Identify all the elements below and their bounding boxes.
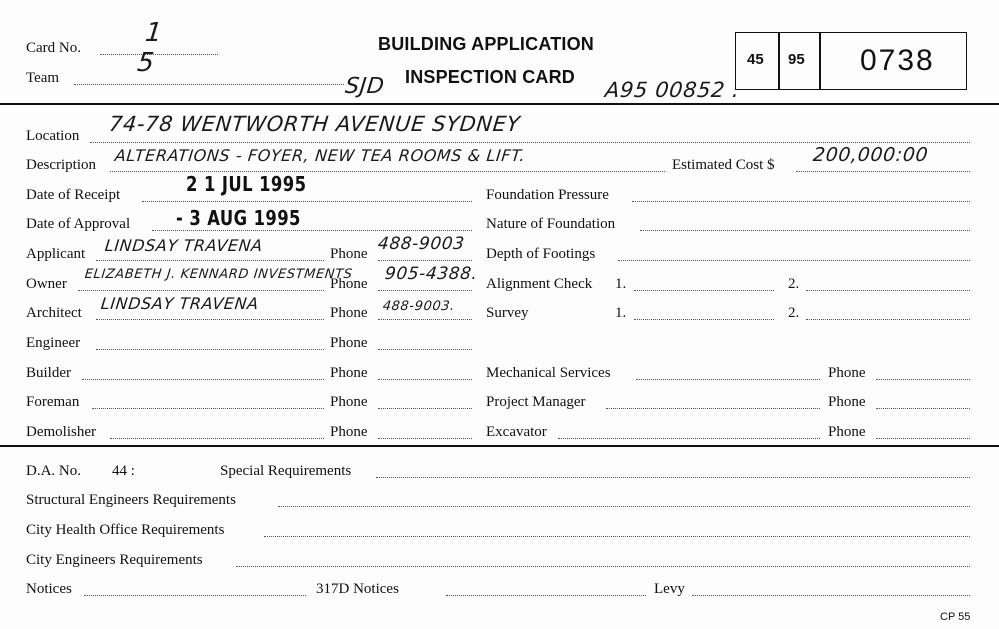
alignment-check-label: Alignment Check [486,276,593,292]
box-cell-1: 45 [747,51,764,68]
date-approval-label: Date of Approval [26,216,131,232]
project-manager-label: Project Manager [486,394,586,410]
builder-label: Builder [26,365,71,381]
city-engineers-requirements-label: City Engineers Requirements [26,552,203,568]
card-no-value: 1 [143,18,165,48]
owner-value: ELIZABETH J. KENNARD INVESTMENTS [83,267,354,282]
survey-1-dotline [634,319,774,320]
mechanical-services-dotline [636,379,820,380]
date-receipt-dotline [142,201,472,202]
engineer-phone-label: Phone [330,335,368,351]
survey-1-label: 1. [615,305,627,321]
owner-phone-label: Phone [330,276,368,292]
card-no-dotline [100,54,218,55]
demolisher-phone-dotline [378,438,472,439]
form-code: CP 55 [940,611,971,623]
team-label: Team [26,70,60,86]
builder-phone-label: Phone [330,365,368,381]
architect-value: LINDSAY TRAVENA [99,294,260,313]
architect-phone-value: 488-9003. [381,299,456,314]
date-approval-stamp: - 3 AUG 1995 [176,206,301,230]
foreman-phone-label: Phone [330,394,368,410]
builder-phone-dotline [378,379,472,380]
location-dotline [90,142,970,143]
foreman-phone-dotline [378,408,472,409]
levy-dotline [692,595,970,596]
location-label: Location [26,128,80,144]
notices-317d-label: 317D Notices [316,581,399,597]
date-receipt-label: Date of Receipt [26,187,121,203]
box-divider [819,32,821,90]
owner-phone-value: 905-4388. [383,264,479,284]
architect-label: Architect [26,305,82,321]
applicant-phone-label: Phone [330,246,368,262]
applicant-phone-value: 488-9003 [376,234,466,254]
city-health-requirements-label: City Health Office Requirements [26,522,225,538]
da-no-value: 44 : [112,463,135,479]
survey-2-dotline [806,319,970,320]
section-rule [0,445,999,447]
alignment-check-1-dotline [634,290,774,291]
notices-label: Notices [26,581,72,597]
team-value: 5 [135,48,157,78]
levy-label: Levy [654,581,685,597]
architect-dotline [96,319,324,320]
applicant-label: Applicant [26,246,86,262]
structural-requirements-dotline [278,506,970,507]
engineer-phone-dotline [378,349,472,350]
city-health-requirements-dotline [264,536,970,537]
survey-label: Survey [486,305,529,321]
excavator-phone-label: Phone [828,424,866,440]
team-dotline [74,84,344,85]
box-cell-3: 0738 [860,44,935,77]
depth-footings-dotline [618,260,970,261]
applicant-value: LINDSAY TRAVENA [103,236,264,255]
form-title-line2: INSPECTION CARD [405,67,576,87]
notices-317d-dotline [446,595,646,596]
da-no-label: D.A. No. [26,463,81,479]
demolisher-dotline [110,438,324,439]
date-receipt-stamp: 2 1 JUL 1995 [186,172,307,196]
owner-label: Owner [26,276,67,292]
header-rule [0,103,999,105]
engineer-label: Engineer [26,335,81,351]
foundation-pressure-dotline [632,201,970,202]
estimated-cost-dotline [796,171,970,172]
architect-phone-dotline [378,319,472,320]
foreman-dotline [92,408,324,409]
alignment-check-1-label: 1. [615,276,627,292]
location-value: 74-78 WENTWORTH AVENUE SYDNEY [107,112,522,136]
owner-phone-dotline [378,290,472,291]
demolisher-phone-label: Phone [330,424,368,440]
builder-dotline [82,379,324,380]
applicant-phone-dotline [378,260,472,261]
description-label: Description [26,157,96,173]
alignment-check-2-label: 2. [788,276,800,292]
special-requirements-label: Special Requirements [220,463,352,479]
mechanical-services-phone-label: Phone [828,365,866,381]
alignment-check-2-dotline [806,290,970,291]
box-cell-2: 95 [788,51,805,68]
special-requirements-dotline [376,477,970,478]
nature-foundation-label: Nature of Foundation [486,216,616,232]
demolisher-label: Demolisher [26,424,96,440]
estimated-cost-value: 200,000:00 [811,144,930,166]
excavator-dotline [558,438,820,439]
form-title-line1: BUILDING APPLICATION [378,34,594,54]
foundation-pressure-label: Foundation Pressure [486,187,609,203]
depth-footings-label: Depth of Footings [486,246,596,262]
application-reference: A95 00852 . [603,78,741,102]
excavator-phone-dotline [876,438,970,439]
nature-foundation-dotline [640,230,970,231]
city-engineers-requirements-dotline [236,566,970,567]
mechanical-services-phone-dotline [876,379,970,380]
card-no-label: Card No. [26,40,81,56]
mechanical-services-label: Mechanical Services [486,365,611,381]
project-manager-dotline [606,408,820,409]
engineer-dotline [96,349,324,350]
applicant-dotline [96,260,324,261]
structural-requirements-label: Structural Engineers Requirements [26,492,236,508]
estimated-cost-label: Estimated Cost $ [672,157,775,173]
date-approval-dotline [152,230,472,231]
architect-phone-label: Phone [330,305,368,321]
owner-dotline [78,290,324,291]
description-value: ALTERATIONS - FOYER, NEW TEA ROOMS & LIFT. [113,146,527,165]
project-manager-phone-label: Phone [828,394,866,410]
box-divider [778,32,780,90]
survey-2-label: 2. [788,305,800,321]
foreman-label: Foreman [26,394,80,410]
inspector-initials: SJD [343,74,386,99]
excavator-label: Excavator [486,424,547,440]
project-manager-phone-dotline [876,408,970,409]
notices-dotline [84,595,306,596]
